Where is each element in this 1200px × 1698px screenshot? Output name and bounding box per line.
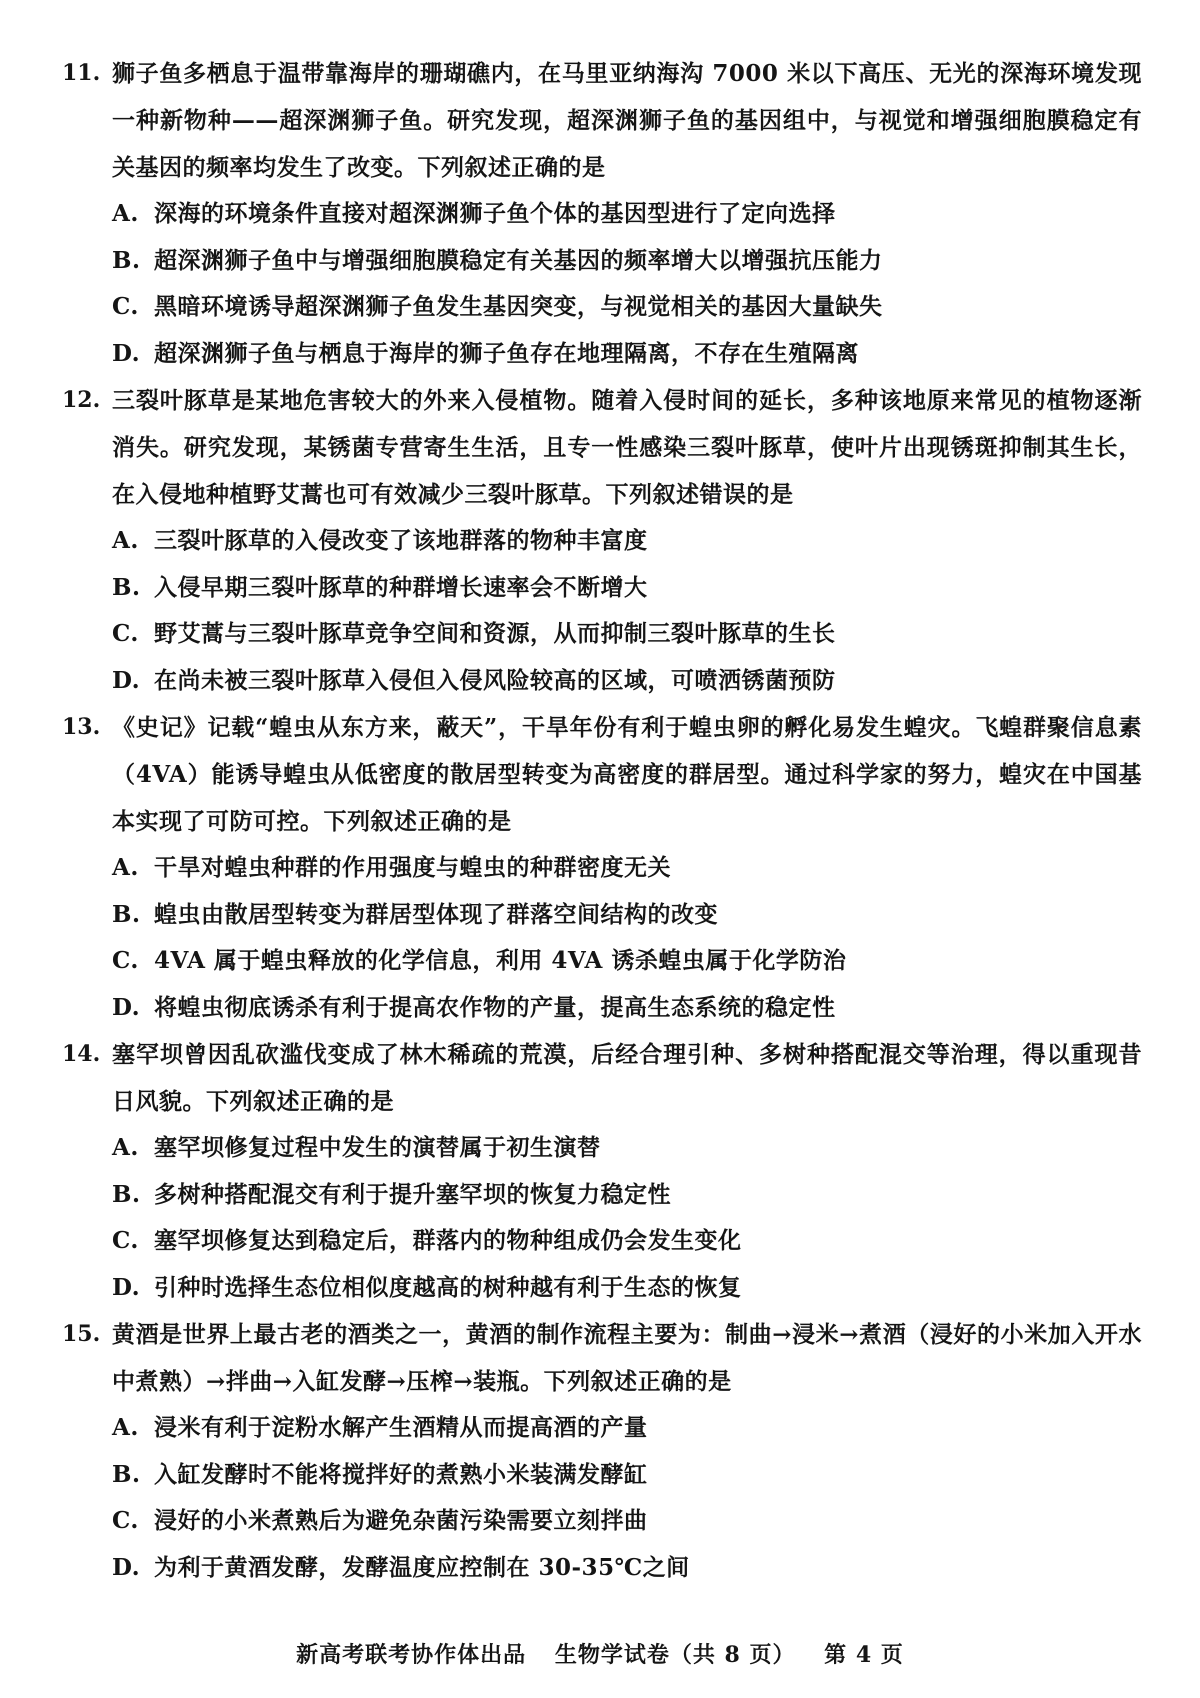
option-b — [112, 565, 1142, 612]
question-number: 11. — [62, 60, 101, 86]
question-14 — [62, 1031, 1142, 1311]
question-stem: 狮子鱼多栖息于温带靠海岸的珊瑚礁内，在马里亚纳海沟 7000 米以下高压、无光的深海环境发现一种新物种——超深渊狮子鱼。研究发现，超深渊狮子鱼的基因组中，与视觉和增强细胞膜稳定有关基因的频率均发生了改变。下列叙述正确的是 — [112, 60, 1142, 181]
option-text: 塞罕坝修复过程中发生的演替属于初生演替 — [154, 1134, 601, 1161]
option-text: 将蝗虫彻底诱杀有利于提高农作物的产量，提高生态系统的稳定性 — [154, 993, 836, 1021]
option-text: 入侵早期三裂叶豚草的种群增长速率会不断增大 — [154, 573, 648, 601]
option-list — [112, 845, 1142, 1031]
option-letter: C. — [112, 1227, 139, 1254]
option-b — [112, 1172, 1142, 1219]
footer-subject: 生物学试卷（共 8 页） — [554, 1642, 796, 1668]
question-list — [62, 50, 1142, 1591]
option-text: 超深渊狮子鱼中与增强细胞膜稳定有关基因的频率增大以增强抗压能力 — [154, 246, 883, 274]
option-text: 深海的环境条件直接对超深渊狮子鱼个体的基因型进行了定向选择 — [154, 200, 836, 227]
option-d — [112, 331, 1142, 378]
question-number: 14. — [62, 1041, 101, 1067]
option-letter: B. — [112, 573, 141, 601]
option-letter: C. — [112, 1507, 139, 1534]
option-d — [112, 1265, 1142, 1312]
option-letter: B. — [112, 1460, 141, 1488]
option-list — [112, 191, 1142, 377]
option-letter: D. — [112, 1273, 141, 1301]
option-letter: D. — [112, 1553, 141, 1581]
option-b — [112, 892, 1142, 939]
option-list — [112, 1405, 1142, 1591]
option-c — [112, 1218, 1142, 1265]
option-letter: A. — [112, 527, 139, 554]
option-text: 野艾蒿与三裂叶豚草竞争空间和资源，从而抑制三裂叶豚草的生长 — [154, 620, 836, 647]
footer-page-number: 第 4 页 — [824, 1642, 904, 1668]
option-text: 多树种搭配混交有利于提升塞罕坝的恢复力稳定性 — [154, 1180, 671, 1208]
option-c — [112, 1498, 1142, 1545]
option-letter: D. — [112, 339, 141, 367]
option-d — [112, 985, 1142, 1032]
option-text: 塞罕坝修复达到稳定后，群落内的物种组成仍会发生变化 — [154, 1227, 742, 1254]
option-letter: A. — [112, 200, 139, 227]
option-text: 入缸发酵时不能将搅拌好的煮熟小米装满发酵缸 — [154, 1460, 648, 1488]
option-b — [112, 238, 1142, 285]
question-15 — [62, 1311, 1142, 1591]
footer-publisher: 新高考联考协作体出品 — [296, 1642, 527, 1668]
option-c — [112, 938, 1142, 985]
option-a — [112, 518, 1142, 565]
question-number: 13. — [62, 714, 101, 740]
option-letter: C. — [112, 293, 139, 320]
option-letter: A. — [112, 854, 139, 881]
option-b — [112, 1452, 1142, 1499]
option-text: 浸米有利于淀粉水解产生酒精从而提高酒的产量 — [154, 1414, 648, 1441]
question-stem: 黄酒是世界上最古老的酒类之一，黄酒的制作流程主要为：制曲→浸米→煮酒（浸好的小米加入开水中煮熟）→拌曲→入缸发酵→压榨→装瓶。下列叙述正确的是 — [112, 1321, 1142, 1395]
option-text: 引种时选择生态位相似度越高的树种越有利于生态的恢复 — [154, 1273, 742, 1301]
question-number: 12. — [62, 387, 101, 413]
option-a — [112, 1125, 1142, 1172]
option-text: 干旱对蝗虫种群的作用强度与蝗虫的种群密度无关 — [154, 854, 671, 881]
question-11 — [62, 50, 1142, 377]
option-d — [112, 658, 1142, 705]
option-letter: B. — [112, 1180, 141, 1208]
question-stem: 塞罕坝曾因乱砍滥伐变成了林木稀疏的荒漠，后经合理引种、多树种搭配混交等治理，得以重现昔日风貌。下列叙述正确的是 — [112, 1041, 1142, 1115]
question-stem: 三裂叶豚草是某地危害较大的外来入侵植物。随着入侵时间的延长，多种该地原来常见的植物逐渐消失。研究发现，某锈菌专营寄生生活，且专一性感染三裂叶豚草，使叶片出现锈斑抑制其生长，在入侵地种植野艾蒿也可有效减少三裂叶豚草。下列叙述错误的是 — [112, 387, 1142, 508]
question-stem: 《史记》记载“蝗虫从东方来，蔽天”，干旱年份有利于蝗虫卵的孵化易发生蝗灾。飞蝗群聚信息素（4VA）能诱导蝗虫从低密度的散居型转变为高密度的群居型。通过科学家的努力，蝗灾在中国基本实现了可防可控。下列叙述正确的是 — [112, 714, 1142, 835]
option-c — [112, 284, 1142, 331]
question-13 — [62, 704, 1142, 1031]
question-number: 15. — [62, 1321, 101, 1347]
option-d — [112, 1545, 1142, 1592]
page-footer — [0, 1640, 1200, 1670]
option-letter: B. — [112, 900, 141, 928]
option-text: 4VA 属于蝗虫释放的化学信息，利用 4VA 诱杀蝗虫属于化学防治 — [154, 947, 847, 974]
option-letter: D. — [112, 666, 141, 694]
option-letter: C. — [112, 947, 139, 974]
option-a — [112, 1405, 1142, 1452]
option-c — [112, 611, 1142, 658]
option-letter: A. — [112, 1414, 139, 1441]
option-text: 浸好的小米煮熟后为避免杂菌污染需要立刻拌曲 — [154, 1507, 648, 1534]
option-letter: A. — [112, 1134, 139, 1161]
option-letter: C. — [112, 620, 139, 647]
option-text: 超深渊狮子鱼与栖息于海岸的狮子鱼存在地理隔离，不存在生殖隔离 — [154, 339, 859, 367]
option-letter: D. — [112, 993, 141, 1021]
option-text: 黑暗环境诱导超深渊狮子鱼发生基因突变，与视觉相关的基因大量缺失 — [154, 293, 883, 320]
option-text: 在尚未被三裂叶豚草入侵但入侵风险较高的区域，可喷洒锈菌预防 — [154, 666, 836, 694]
option-a — [112, 845, 1142, 892]
option-text: 蝗虫由散居型转变为群居型体现了群落空间结构的改变 — [154, 900, 718, 928]
question-12 — [62, 377, 1142, 704]
option-text: 三裂叶豚草的入侵改变了该地群落的物种丰富度 — [154, 527, 648, 554]
option-letter: B. — [112, 246, 141, 274]
option-list — [112, 1125, 1142, 1311]
option-a — [112, 191, 1142, 238]
option-text: 为利于黄酒发酵，发酵温度应控制在 30-35℃之间 — [154, 1553, 690, 1581]
option-list — [112, 518, 1142, 704]
